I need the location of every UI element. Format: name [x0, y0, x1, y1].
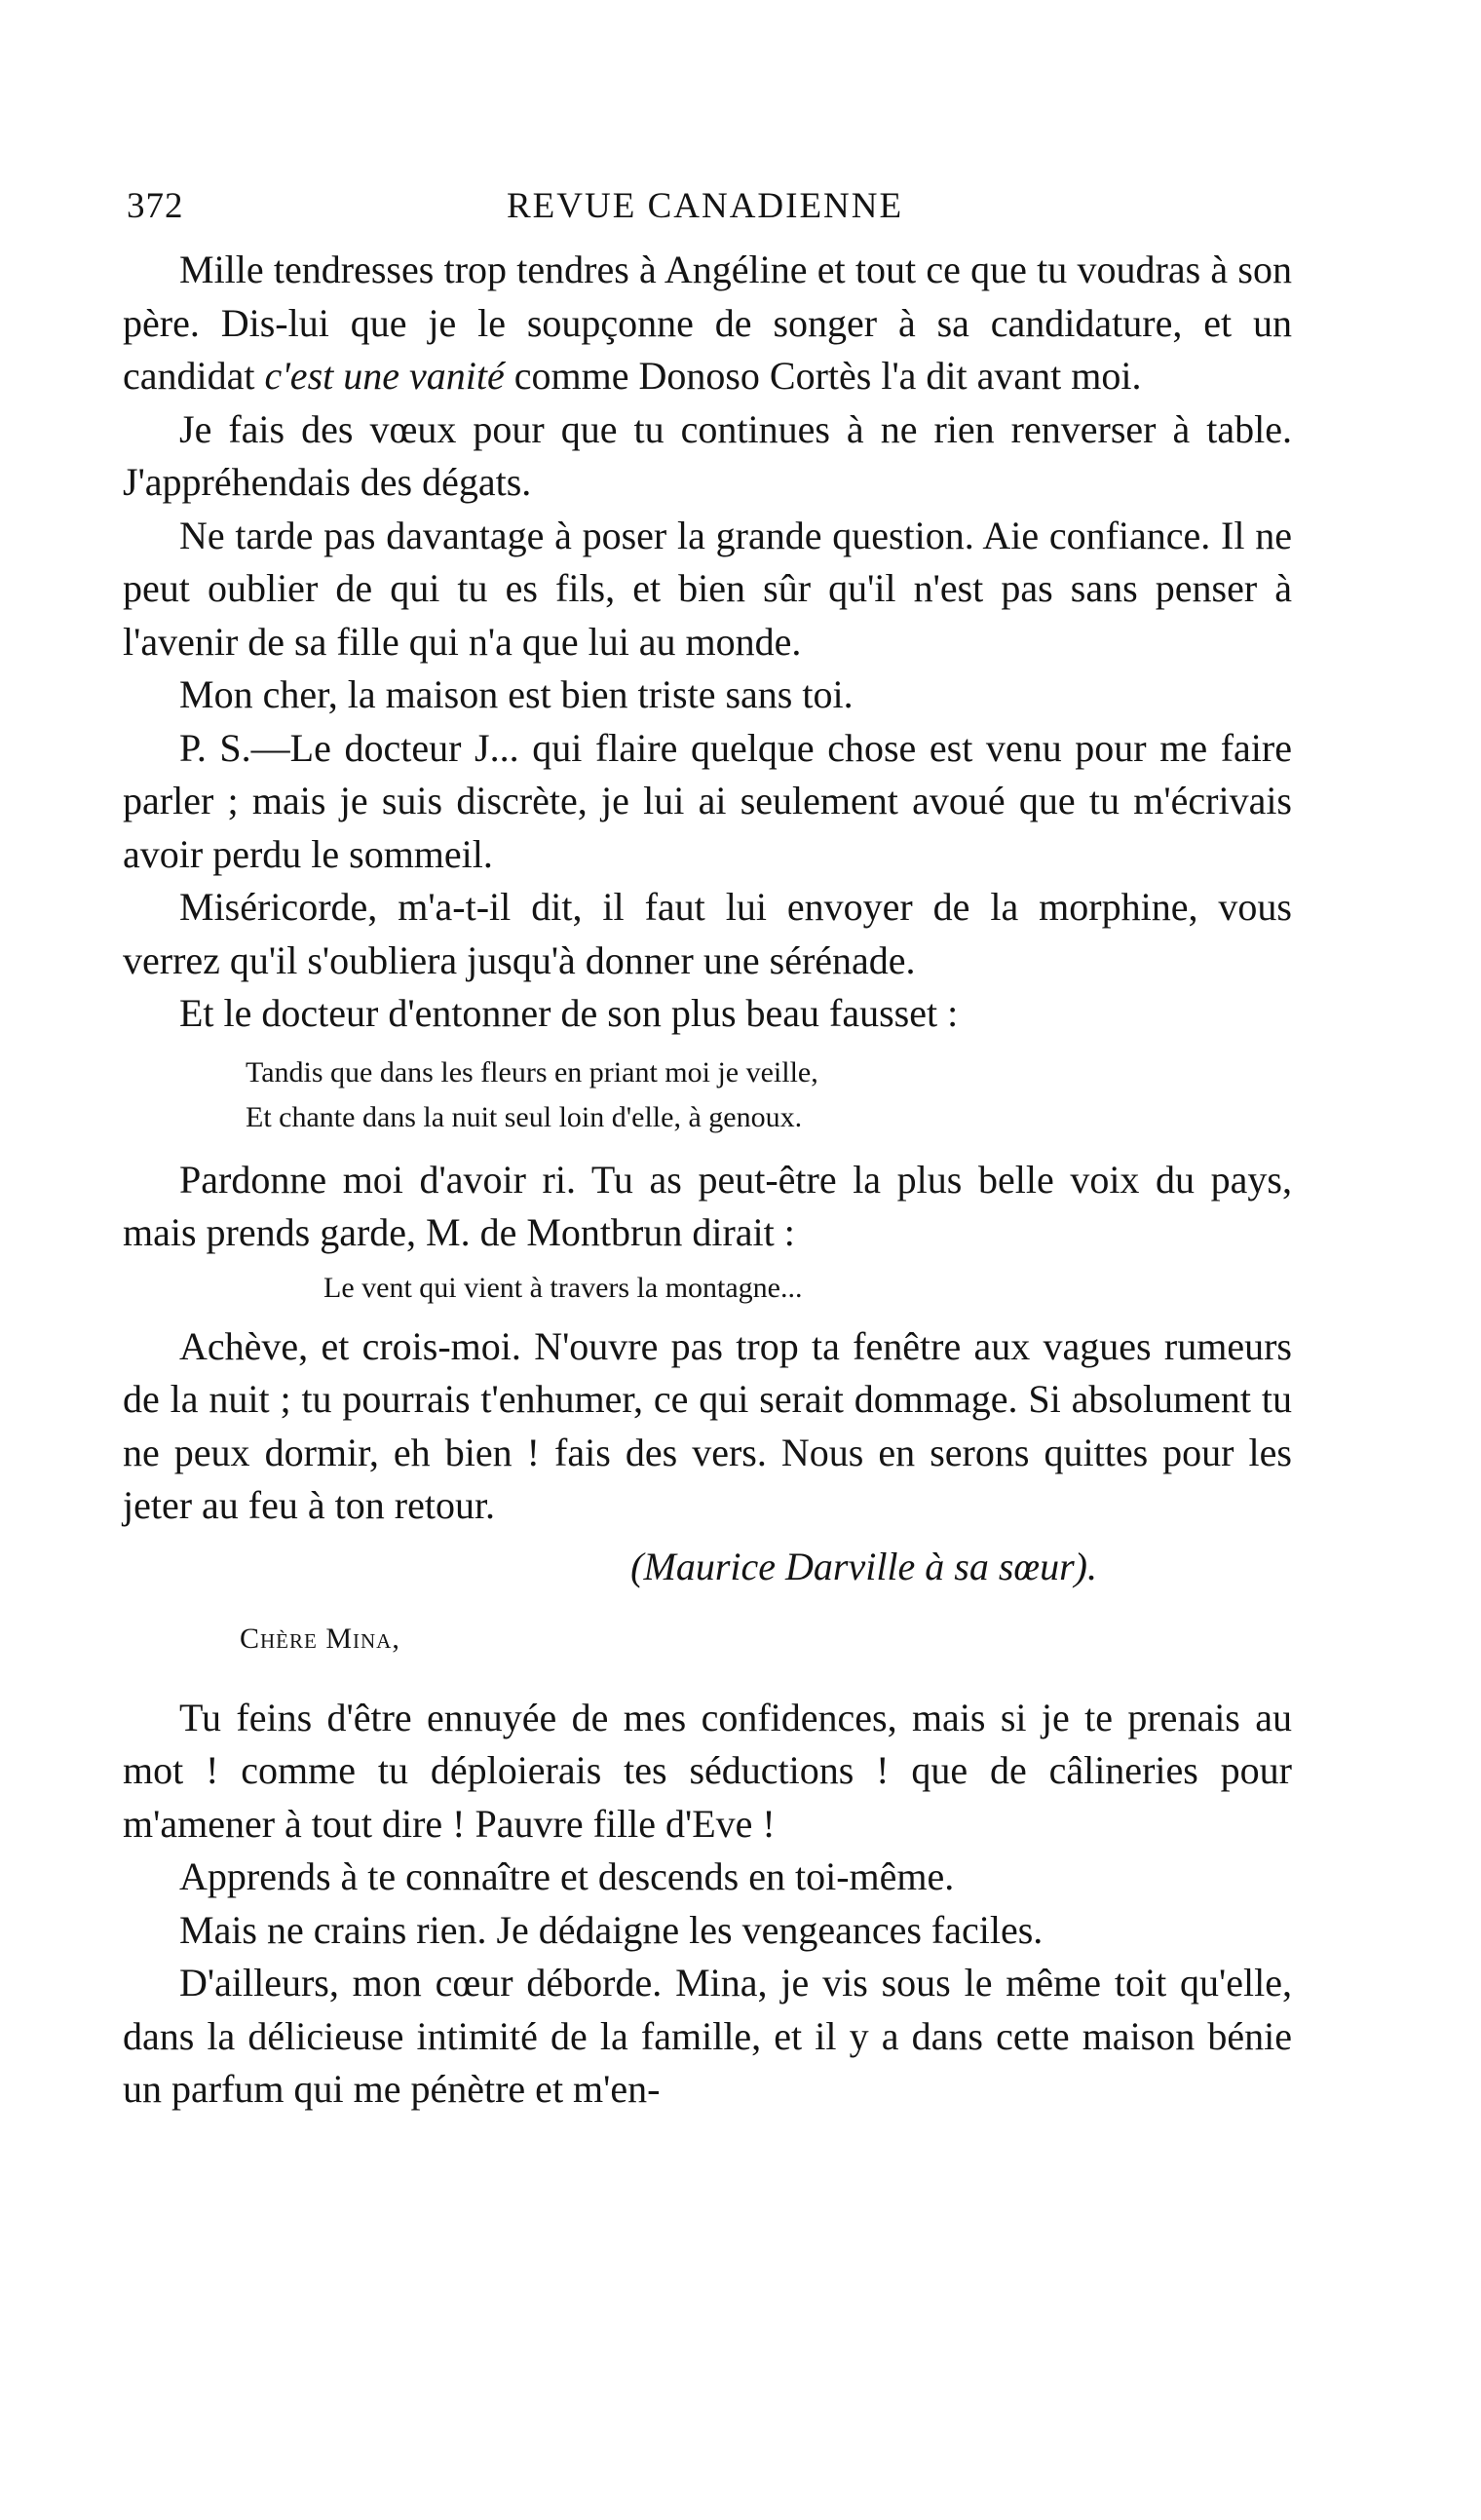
paragraph-13: D'ailleurs, mon cœur déborde. Mina, je vis sous le même toit qu'elle, dans la délicieuse intimité de la famille, et il y a dans cette maison bénie un parfum qui me pénètre et m'en-: [123, 1961, 1292, 2111]
letter-signature: (Maurice Darville à sa sœur).: [630, 1544, 1097, 1588]
paragraph-9: Achève, et crois-moi. N'ouvre pas trop ta fenêtre aux vagues rumeurs de la nuit ; tu pourrais t'enhumer, ce qui serait dommage. Si absolument tu ne peux dormir, eh bien ! fais des vers. Nous en serons quittes pour les jeter au feu à ton retour.: [123, 1323, 1292, 1527]
paragraph-5: P. S.—Le docteur J... qui flaire quelque chose est venu pour me faire parler ; mais je suis discrète, je lui ai seulement avoué que tu m'écrivais avoir perdu le sommeil.: [123, 725, 1292, 876]
paragraph-7: Et le docteur d'entonner de son plus beau fausset :: [179, 991, 959, 1035]
paragraph-11: Apprends à te connaître et descends en toi-même.: [179, 1854, 955, 1898]
paragraph-1-text-b: comme Donoso Cortès l'a dit avant moi.: [504, 354, 1142, 398]
page-number: 372: [127, 186, 184, 226]
verse-line-1: Tandis que dans les fleurs en priant moi je veille,: [246, 1055, 818, 1088]
paragraph-1-text-a: Mille tendresses trop tendres à Angéline et tout ce que tu voudras à son père. Dis-lui que je le soupçonne de songer à sa candidature, et un candidat: [123, 248, 1292, 398]
page-header: [123, 185, 1292, 244]
paragraph-3: Ne tarde pas davantage à poser la grande question. Aie confiance. Il ne peut oublier de qui tu es fils, et bien sûr qu'il n'est pas sans penser à l'avenir de sa fille qui n'a que lui au monde.: [123, 513, 1292, 664]
verse-line-2: Et chante dans la nuit seul loin d'elle, à genoux.: [246, 1100, 803, 1133]
paragraph-8: Pardonne moi d'avoir ri. Tu as peut-être la plus belle voix du pays, mais prends garde, M. de Montbrun dirait :: [123, 1157, 1292, 1254]
paragraph-1-italic: c'est une vanité: [264, 354, 505, 398]
page-body: [123, 244, 1292, 2117]
book-page: [123, 185, 1292, 2117]
paragraph-6: Miséricorde, m'a-t-il dit, il faut lui envoyer de la morphine, vous verrez qu'il s'oubliera jusqu'à donner une sérénade.: [123, 885, 1292, 982]
letter-salutation: Chère Mina,: [240, 1623, 400, 1655]
paragraph-4: Mon cher, la maison est bien triste sans toi.: [179, 672, 854, 716]
running-title: REVUE CANADIENNE: [507, 186, 904, 226]
song-quote: Le vent qui vient à travers la montagne...: [323, 1271, 803, 1304]
verse-quote: [246, 1050, 1292, 1140]
paragraph-2: Je fais des vœux pour que tu continues à ne rien renverser à table. J'appréhendais des dégats.: [123, 406, 1292, 504]
paragraph-10: Tu feins d'être ennuyée de mes confidences, mais si je te prenais au mot ! comme tu déploierais tes séductions ! que de câlineries pour m'amener à tout dire ! Pauvre fille d'Eve !: [123, 1695, 1292, 1846]
paragraph-1: [123, 244, 1292, 403]
paragraph-12: Mais ne crains rien. Je dédaigne les vengeances faciles.: [179, 1907, 1044, 1952]
